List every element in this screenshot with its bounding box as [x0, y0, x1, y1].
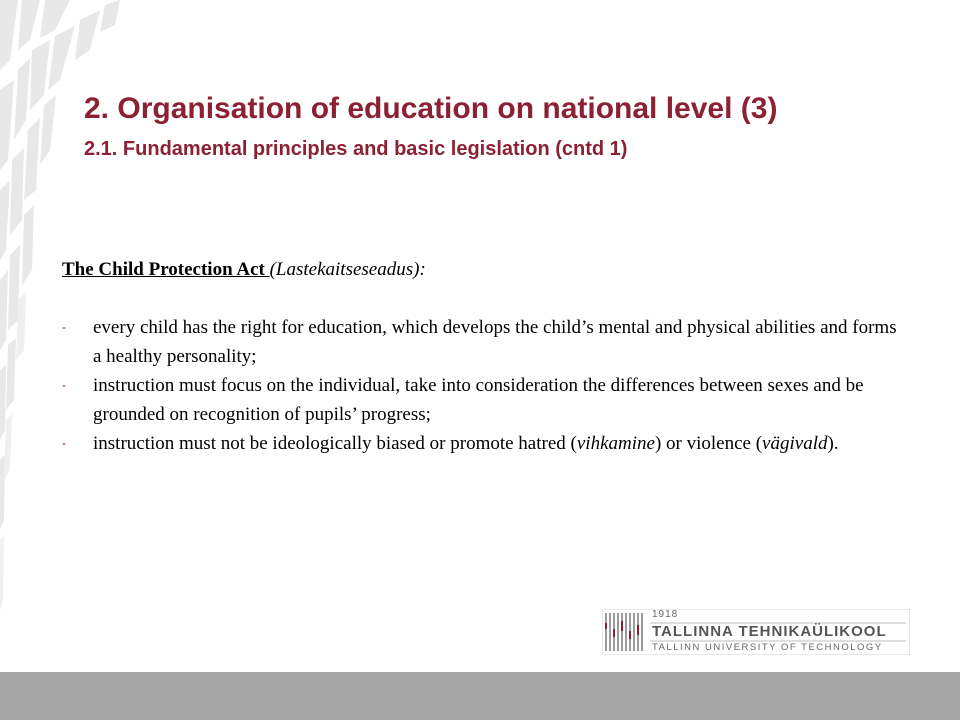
estonian-term: vägivald — [762, 433, 828, 454]
bullet-dash: - — [62, 320, 66, 334]
logo-name: TALLINNA TEHNIKAÜLIKOOL — [652, 623, 887, 640]
bullet-dash: - — [62, 378, 66, 392]
slide-subtitle: 2.1. Fundamental principles and basic legislation (cntd 1) — [84, 138, 628, 160]
bullet-point — [62, 371, 902, 429]
logo-year: 1918 — [652, 609, 679, 620]
act-heading — [62, 255, 902, 284]
points-list — [62, 313, 902, 458]
estonian-term: vihkamine — [576, 433, 655, 454]
bullet-text: instruction must focus on the individual, take into consideration the differences between sexes and be grounded on recognition of pupils’ progress; — [93, 375, 864, 425]
bullet-text: ) or violence ( — [654, 433, 763, 454]
act-heading-name: The Child Protection Act — [62, 259, 270, 280]
bullet-text: ). — [827, 433, 839, 454]
bullet-point — [62, 429, 902, 458]
act-heading-local-name: (Lastekaitseseadus): — [269, 259, 426, 280]
bullet-text: every child has the right for education, which develops the child’s mental and physical abilities and forms a healthy personality; — [93, 317, 897, 367]
bullet-point — [62, 313, 902, 371]
footer-bar — [0, 672, 960, 720]
bullet-dash: - — [62, 436, 66, 450]
slide-title: 2. Organisation of education on national level (3) — [84, 92, 778, 125]
bullet-text: instruction must not be ideologically biased or promote hatred ( — [93, 433, 577, 454]
logo-name-english: TALLINN UNIVERSITY OF TECHNOLOGY — [652, 642, 883, 653]
slide-body — [62, 255, 902, 458]
